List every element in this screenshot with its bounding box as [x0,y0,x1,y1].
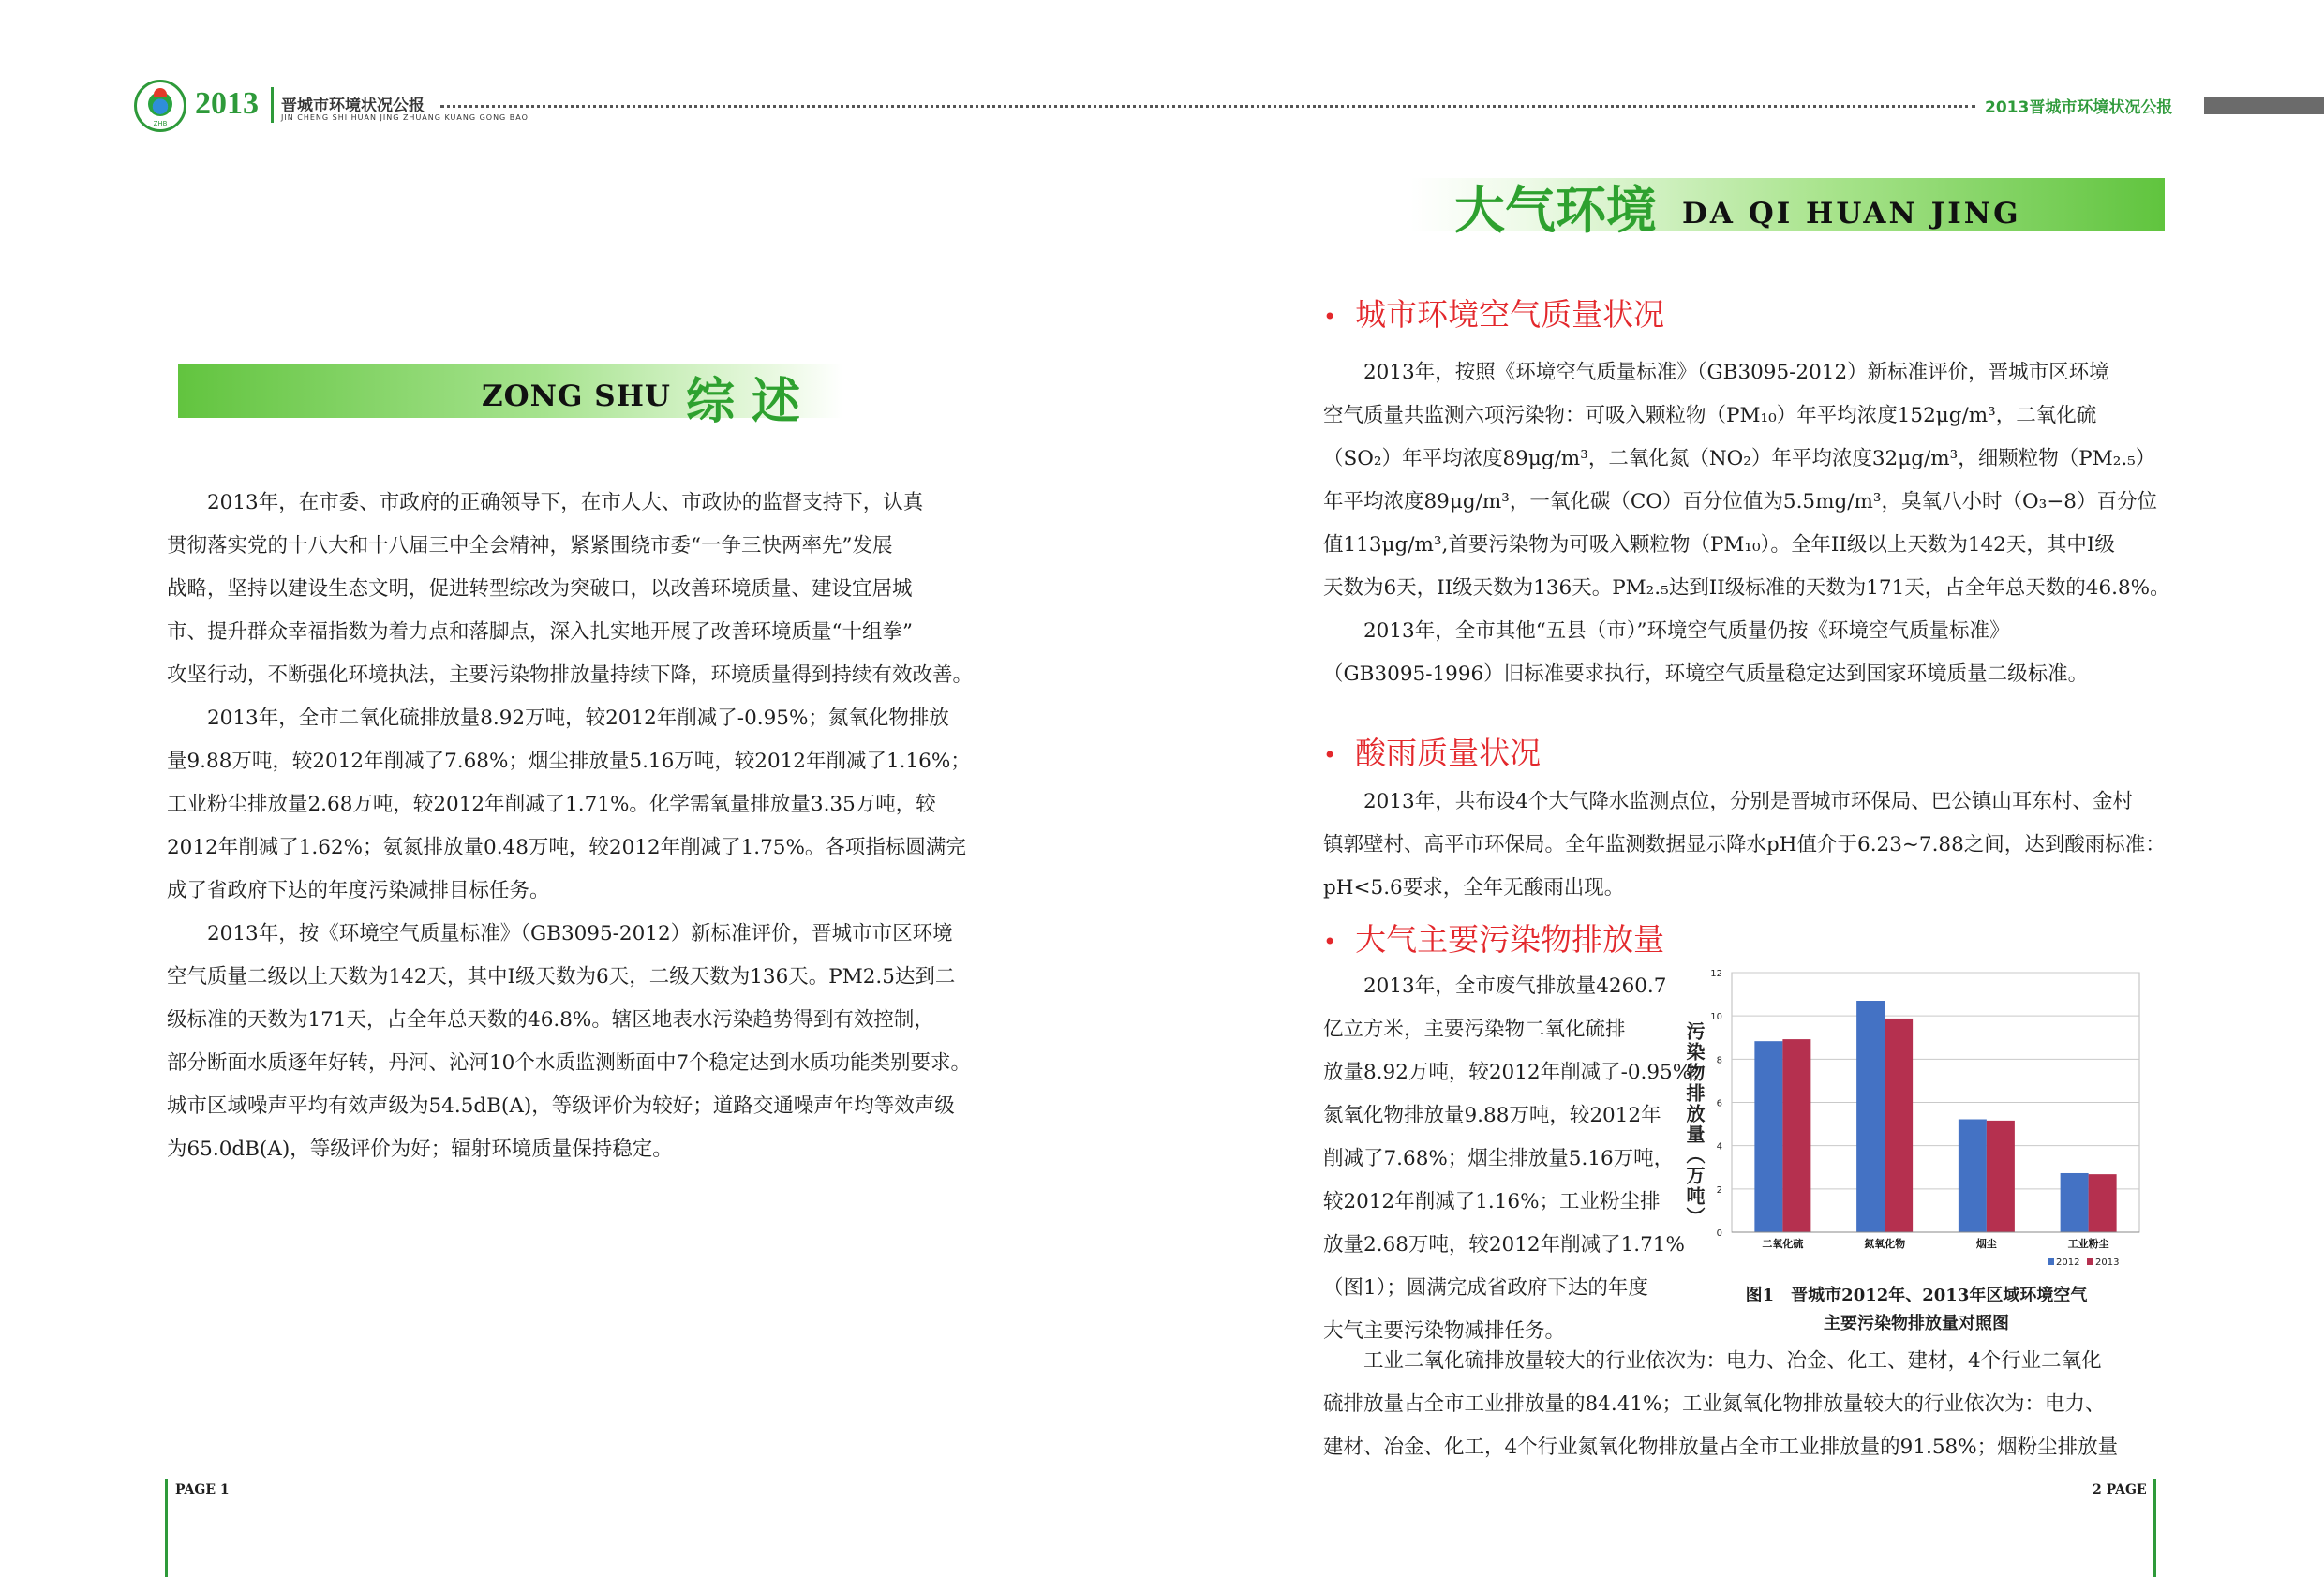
legend-label: 2012 [2056,1257,2080,1268]
text-line: 工业粉尘排放量2.68万吨，较2012年削减了1.71%。化学需氧量排放量3.35万吨，较 [167,793,936,816]
header-right-title: 2013晋城市环境状况公报 [1985,98,2173,117]
text-line: 较2012年削减了1.16%；工业粉尘排 [1323,1190,1661,1213]
logo-text: ZHB [153,120,168,127]
bullet-icon: • [1323,303,1337,330]
text-line: 亿立方米，主要污染物二氧化硫排 [1323,1018,1626,1041]
text-line: 为65.0dB(A)，等级评价为好；辐射环境质量保持稳定。 [167,1138,673,1161]
section-heading-title: 综述 [686,374,818,430]
section-heading-title: 大气环境 [1454,181,1657,240]
bar-2013 [1885,1019,1913,1232]
text-line: （SO₂）年平均浓度89μg/m³，二氧化氮（NO₂）年平均浓度32μg/m³，细颗粒物（PM₂.₅） [1323,447,2156,470]
section-heading-pinyin: ZONG SHU [482,379,671,413]
page-number-right: 2 PAGE [2093,1482,2147,1497]
summary-paragraph [167,482,973,1171]
header-pinyin: JIN CHENG SHI HUAN JING ZHUANG KUANG GONG BAO [281,113,529,122]
text-line: 2013年，按照《环境空气质量标准》（GB3095-2012）新标准评价，晋城市区环境 [1323,361,2109,384]
bullet-icon: • [1323,741,1337,768]
text-line: 城市区域噪声平均有效声级为54.5dB(A)，等级评价为较好；道路交通噪声年均等效声级 [167,1094,955,1118]
text-line: （图1）；圆满完成省政府下达的年度 [1323,1276,1648,1300]
y-tick-label: 2 [1716,1184,1722,1196]
page-margin-line [2153,1479,2156,1577]
text-line: 工业二氧化硫排放量较大的行业依次为：电力、冶金、化工、建材，4个行业二氧化 [1323,1349,2102,1373]
y-tick-label: 0 [1716,1228,1722,1239]
legend-label: 2013 [2095,1257,2120,1268]
x-tick-label: 二氧化硫 [1762,1238,1804,1250]
bar-2012 [2061,1173,2089,1232]
header-divider [271,87,274,123]
emission-bar-chart [1676,965,2144,1274]
y-tick-label: 12 [1710,969,1722,979]
bar-2013 [2089,1174,2117,1232]
text-line: 2013年，全市废气排放量4260.7 [1323,974,1667,998]
legend-swatch-2012 [2048,1258,2054,1265]
chart-caption-line: 图1 晋城市2012年、2013年区域环境空气 [1745,1286,2088,1305]
text-line: 2013年，按《环境空气质量标准》（GB3095-2012）新标准评价，晋城市市区环境 [167,922,953,945]
bar-2013 [1782,1039,1810,1232]
subsection-title: • 大气主要污染物排放量 [1323,921,1665,958]
text-line: 部分断面水质逐年好转，丹河、沁河10个水质监测断面中7个稳定达到水质功能类别要求。 [167,1051,972,1075]
chart-y-axis-label: 污染物排放量（万吨） [1683,1021,1706,1227]
y-tick-label: 10 [1710,1012,1722,1023]
header-year: 2013 [195,86,259,121]
y-tick-label: 8 [1716,1055,1722,1066]
text-line: 级标准的天数为171天，占全年总天数的46.8%。辖区地表水污染趋势得到有效控制， [167,1008,934,1032]
page-number-left: PAGE 1 [175,1482,230,1497]
bar-2012 [1959,1120,1987,1232]
header-gray-bar [2204,97,2324,114]
text-line: 值113μg/m³,首要污染物为可吸入颗粒物（PM₁₀）。全年II级以上天数为142天，其中I级 [1323,533,2115,557]
text-line: 2013年，在市委、市政府的正确领导下，在市人大、市政协的监督支持下，认真 [167,491,924,514]
text-line: 镇郭壁村、高平市环保局。全年监测数据显示降水pH值介于6.23~7.88之间，达到酸雨标准： [1323,833,2166,856]
text-line: 空气质量共监测六项污染物：可吸入颗粒物（PM₁₀）年平均浓度152μg/m³，二氧化硫 [1323,404,2097,427]
text-line: 战略，坚持以建设生态文明，促进转型综改为突破口，以改善环境质量、建设宜居城 [167,577,913,601]
text-line: 建材、冶金、化工，4个行业氮氧化物排放量占全市工业排放量的91.58%；烟粉尘排放量 [1323,1436,2119,1459]
bar-2013 [1987,1121,2015,1232]
sun-icon [154,88,167,97]
chart-caption [1682,1282,2151,1338]
text-line: 空气质量二级以上天数为142天，其中I级天数为6天，二级天数为136天。PM2.5达到二 [167,965,956,989]
text-line: （GB3095-1996）旧标准要求执行，环境空气质量稳定达到国家环境质量二级标准。 [1323,662,2089,686]
text-line: 2013年，全市其他“五县（市）”环境空气质量仍按《环境空气质量标准》 [1323,619,2010,643]
subsection-title: • 城市环境空气质量状况 [1323,296,1665,333]
text-line: 天数为6天，II级天数为136天。PM₂.₅达到II级标准的天数为171天，占全年总天数的46.8%。 [1323,576,2170,600]
text-line: 量9.88万吨，较2012年削减了7.68%；烟尘排放量5.16万吨，较2012年削减了1.16%； [167,750,971,773]
bar-2012 [1754,1041,1782,1232]
text-line: 成了省政府下达的年度污染减排目标任务。 [167,879,550,902]
text-line: 攻坚行动，不断强化环境执法，主要污染物排放量持续下降，环境质量得到持续有效改善。 [167,663,974,687]
x-tick-label: 工业粉尘 [2067,1238,2109,1250]
air-quality-paragraph [1323,351,2170,696]
chart-caption-line: 主要污染物排放量对照图 [1824,1314,2009,1333]
industry-paragraph [1323,1340,2118,1469]
legend-swatch-2013 [2087,1258,2093,1265]
text-line: 大气主要污染物减排任务。 [1323,1319,1566,1343]
bar-2012 [1856,1001,1885,1232]
y-tick-label: 4 [1716,1141,1722,1153]
page-margin-line [165,1479,168,1577]
header-dotted-rule [440,105,1975,108]
text-line: 放量8.92万吨，较2012年削减了-0.95%； [1323,1061,1712,1084]
x-tick-label: 氮氧化物 [1864,1238,1906,1250]
text-line: 市、提升群众幸福指数为着力点和落脚点，深入扎实地开展了改善环境质量“十组拳” [167,620,913,644]
subsection-title: • 酸雨质量状况 [1323,735,1542,771]
text-line: 2012年削减了1.62%；氨氮排放量0.48万吨，较2012年削减了1.75%。各项指标圆满完 [167,836,966,859]
text-line: 放量2.68万吨，较2012年削减了1.71% [1323,1233,1685,1257]
text-line: 氮氧化物排放量9.88万吨，较2012年 [1323,1104,1661,1127]
text-line: 贯彻落实党的十八大和十八届三中全会精神，紧紧围绕市委“一争三快两率先”发展 [167,534,893,558]
text-line: pH<5.6要求，全年无酸雨出现。 [1323,876,1625,900]
text-line: 年平均浓度89μg/m³，一氧化碳（CO）百分位值为5.5mg/m³，臭氧八小时（O₃−8）百分位 [1323,490,2157,513]
header-title: 晋城市环境状况公报 [281,97,425,115]
x-tick-label: 烟尘 [1975,1238,1997,1250]
bullet-icon: • [1323,928,1337,955]
text-line: 2013年，全市二氧化硫排放量8.92万吨，较2012年削减了-0.95%；氮氧化物排放 [167,707,949,730]
text-line: 削减了7.68%；烟尘排放量5.16万吨， [1323,1147,1675,1170]
section-heading-pinyin: DA QI HUAN JING [1682,197,2021,231]
logo [134,80,186,132]
acid-rain-paragraph [1323,781,2166,910]
y-tick-label: 6 [1716,1098,1722,1109]
text-line: 硫排放量占全市工业排放量的84.41%；工业氮氧化物排放量较大的行业依次为：电力、 [1323,1392,2106,1416]
emission-paragraph [1323,965,1712,1353]
text-line: 2013年，共布设4个大气降水监测点位，分别是晋城市环保局、巴公镇山耳东村、金村 [1323,790,2133,813]
